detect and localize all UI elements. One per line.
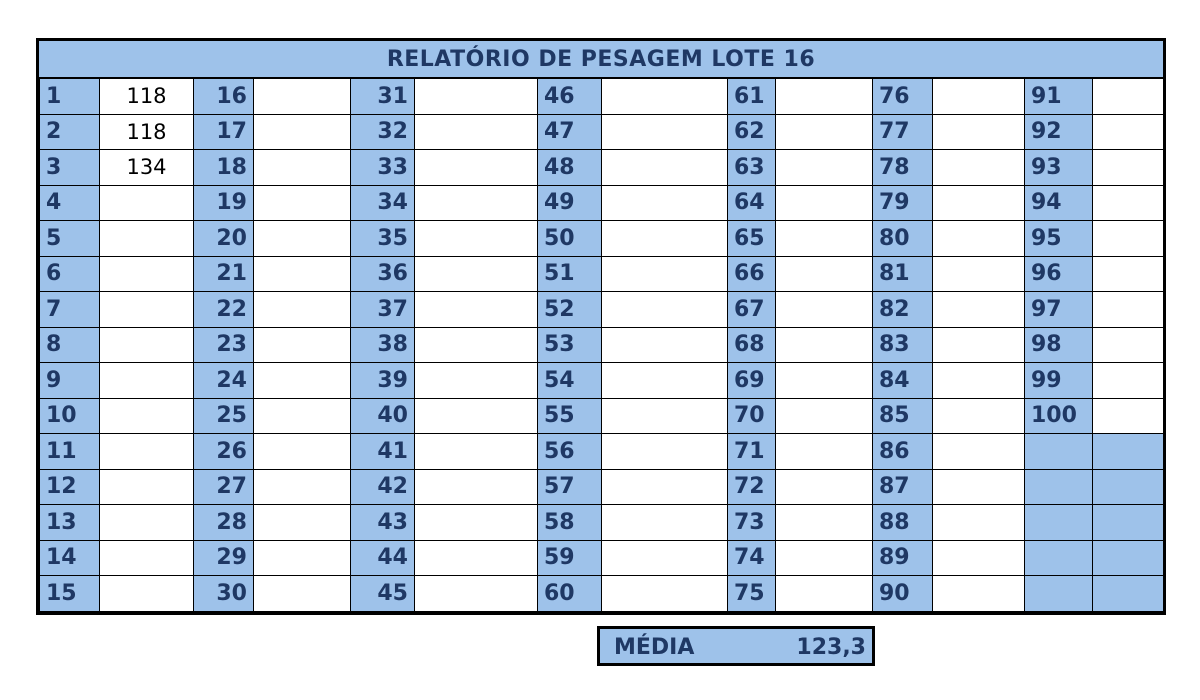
table-row [40,540,1164,576]
animal-number-cell: 92 [1025,114,1093,150]
animal-number-cell: 3 [40,150,100,186]
animal-number-cell: 73 [728,505,776,541]
animal-number-cell: 82 [873,292,933,328]
weight-value-cell [254,434,351,470]
table-row [40,505,1164,541]
animal-number-cell: 67 [728,292,776,328]
animal-number-cell: 60 [538,576,602,612]
weight-value-cell [1093,363,1164,399]
weight-value-cell [933,505,1025,541]
weight-value-cell [415,363,538,399]
animal-number-cell: 23 [194,327,254,363]
animal-number-cell: 93 [1025,150,1093,186]
weight-value-cell [1093,185,1164,221]
weight-value-cell [254,363,351,399]
weight-value-cell [602,434,728,470]
weight-value-cell [254,114,351,150]
animal-number-cell: 5 [40,221,100,257]
weight-value-cell [254,540,351,576]
animal-number-cell: 83 [873,327,933,363]
animal-number-cell: 35 [351,221,415,257]
animal-number-cell: 57 [538,469,602,505]
animal-number-cell: 15 [40,576,100,612]
animal-number-cell: 49 [538,185,602,221]
animal-number-cell: 61 [728,79,776,115]
weight-value-cell [1093,292,1164,328]
animal-number-cell: 65 [728,221,776,257]
weight-value-cell [602,221,728,257]
animal-number-cell: 4 [40,185,100,221]
animal-number-cell: 62 [728,114,776,150]
animal-number-cell: 40 [351,398,415,434]
animal-number-cell: 96 [1025,256,1093,292]
weight-value-cell [100,398,194,434]
weight-value-cell [602,150,728,186]
animal-number-cell: 14 [40,540,100,576]
animal-number-cell: 55 [538,398,602,434]
animal-number-cell: 97 [1025,292,1093,328]
animal-number-cell: 11 [40,434,100,470]
weight-value-cell [933,363,1025,399]
average-label: MÉDIA [614,635,695,660]
animal-number-cell: 52 [538,292,602,328]
weight-value-cell [415,327,538,363]
animal-number-cell: 41 [351,434,415,470]
animal-number-cell: 17 [194,114,254,150]
weight-value-cell [1093,505,1164,541]
weight-value-cell [776,79,873,115]
weight-value-cell [1093,434,1164,470]
weight-value-cell [933,185,1025,221]
weighing-report-sheet [36,38,1166,615]
weight-value-cell [602,505,728,541]
animal-number-cell: 16 [194,79,254,115]
weight-value-cell [776,469,873,505]
animal-number-cell: 2 [40,114,100,150]
animal-number-cell: 6 [40,256,100,292]
weight-value-cell [933,540,1025,576]
animal-number-cell: 26 [194,434,254,470]
weight-value-cell [933,469,1025,505]
weight-value-cell [602,363,728,399]
weight-value-cell [100,363,194,399]
weight-value-cell [602,540,728,576]
animal-number-cell: 76 [873,79,933,115]
animal-number-cell: 37 [351,292,415,328]
animal-number-cell: 86 [873,434,933,470]
weight-value-cell [254,398,351,434]
animal-number-cell: 44 [351,540,415,576]
animal-number-cell: 47 [538,114,602,150]
average-box [597,626,875,666]
animal-number-cell: 56 [538,434,602,470]
weight-value-cell [776,114,873,150]
weight-value-cell [933,434,1025,470]
weight-value-cell [415,256,538,292]
weight-value-cell: 118 [100,79,194,115]
weight-value-cell [415,576,538,612]
animal-number-cell: 89 [873,540,933,576]
animal-number-cell: 10 [40,398,100,434]
animal-number-cell: 77 [873,114,933,150]
weight-value-cell [100,185,194,221]
weight-value-cell [254,292,351,328]
table-row [40,79,1164,115]
animal-number-cell: 59 [538,540,602,576]
animal-number-cell: 46 [538,79,602,115]
table-row [40,256,1164,292]
weight-value-cell [415,185,538,221]
animal-number-cell: 95 [1025,221,1093,257]
animal-number-cell: 28 [194,505,254,541]
animal-number-cell: 20 [194,221,254,257]
animal-number-cell [1025,469,1093,505]
animal-number-cell: 7 [40,292,100,328]
animal-number-cell [1025,540,1093,576]
weight-value-cell [254,79,351,115]
table-row [40,363,1164,399]
weight-value-cell [602,292,728,328]
weight-value-cell [602,576,728,612]
animal-number-cell: 33 [351,150,415,186]
weight-value-cell [776,505,873,541]
weight-value-cell [776,576,873,612]
weight-value-cell [1093,79,1164,115]
weight-value-cell [100,576,194,612]
weight-value-cell [602,469,728,505]
weight-value-cell [1093,469,1164,505]
animal-number-cell [1025,434,1093,470]
animal-number-cell: 99 [1025,363,1093,399]
animal-number-cell: 91 [1025,79,1093,115]
weight-value-cell [415,114,538,150]
table-row [40,327,1164,363]
animal-number-cell: 27 [194,469,254,505]
report-title: RELATÓRIO DE PESAGEM LOTE 16 [39,41,1163,78]
weight-value-cell [776,150,873,186]
animal-number-cell: 64 [728,185,776,221]
weight-value-cell [933,221,1025,257]
animal-number-cell: 32 [351,114,415,150]
weight-value-cell [254,256,351,292]
animal-number-cell: 88 [873,505,933,541]
animal-number-cell: 48 [538,150,602,186]
animal-number-cell: 87 [873,469,933,505]
table-row [40,469,1164,505]
weight-value-cell [100,221,194,257]
animal-number-cell: 63 [728,150,776,186]
animal-number-cell [1025,505,1093,541]
weight-value-cell [776,256,873,292]
animal-number-cell: 51 [538,256,602,292]
animal-number-cell: 18 [194,150,254,186]
weight-value-cell [776,434,873,470]
animal-number-cell: 21 [194,256,254,292]
animal-number-cell: 90 [873,576,933,612]
animal-number-cell: 72 [728,469,776,505]
weight-value-cell [602,327,728,363]
weight-value-cell [933,292,1025,328]
table-row [40,114,1164,150]
weight-value-cell [1093,327,1164,363]
animal-number-cell: 13 [40,505,100,541]
animal-number-cell: 8 [40,327,100,363]
weight-value-cell [415,398,538,434]
animal-number-cell: 70 [728,398,776,434]
weight-value-cell [100,505,194,541]
animal-number-cell: 45 [351,576,415,612]
weight-value-cell [602,79,728,115]
animal-number-cell: 50 [538,221,602,257]
weight-value-cell [254,469,351,505]
weight-value-cell [100,434,194,470]
animal-number-cell: 19 [194,185,254,221]
average-value: 123,3 [796,635,866,660]
animal-number-cell: 29 [194,540,254,576]
weight-value-cell [415,79,538,115]
weight-value-cell [602,185,728,221]
animal-number-cell: 84 [873,363,933,399]
weight-value-cell [415,292,538,328]
animal-number-cell: 80 [873,221,933,257]
weight-value-cell [776,221,873,257]
table-row [40,398,1164,434]
weight-value-cell [415,150,538,186]
animal-number-cell: 78 [873,150,933,186]
weight-value-cell [933,79,1025,115]
animal-number-cell: 74 [728,540,776,576]
weight-value-cell [100,327,194,363]
animal-number-cell: 98 [1025,327,1093,363]
weight-value-cell [1093,576,1164,612]
weight-value-cell [776,398,873,434]
animal-number-cell: 85 [873,398,933,434]
weight-value-cell [100,256,194,292]
weight-value-cell [254,505,351,541]
table-row [40,150,1164,186]
animal-number-cell: 100 [1025,398,1093,434]
animal-number-cell: 39 [351,363,415,399]
weight-value-cell [100,292,194,328]
animal-number-cell: 34 [351,185,415,221]
animal-number-cell: 66 [728,256,776,292]
animal-number-cell: 30 [194,576,254,612]
weight-value-cell [254,150,351,186]
weight-value-cell [415,221,538,257]
weight-value-cell [254,185,351,221]
animal-number-cell: 79 [873,185,933,221]
animal-number-cell: 68 [728,327,776,363]
animal-number-cell: 38 [351,327,415,363]
weight-value-cell [776,540,873,576]
weight-value-cell [1093,398,1164,434]
table-row [40,434,1164,470]
animal-number-cell: 54 [538,363,602,399]
animal-number-cell: 69 [728,363,776,399]
animal-number-cell: 94 [1025,185,1093,221]
table-row [40,185,1164,221]
weight-value-cell [254,221,351,257]
weighing-table [39,78,1164,612]
table-row [40,576,1164,612]
animal-number-cell: 9 [40,363,100,399]
table-row [40,292,1164,328]
animal-number-cell: 12 [40,469,100,505]
weight-value-cell [1093,150,1164,186]
animal-number-cell: 58 [538,505,602,541]
animal-number-cell: 53 [538,327,602,363]
animal-number-cell: 71 [728,434,776,470]
weight-value-cell [776,327,873,363]
animal-number-cell: 24 [194,363,254,399]
weight-value-cell [933,398,1025,434]
weight-value-cell [1093,256,1164,292]
weight-value-cell [933,256,1025,292]
weight-value-cell: 134 [100,150,194,186]
weight-value-cell [776,292,873,328]
weight-value-cell [254,576,351,612]
weight-value-cell [602,398,728,434]
weight-value-cell [602,256,728,292]
animal-number-cell: 75 [728,576,776,612]
animal-number-cell [1025,576,1093,612]
weight-value-cell [1093,114,1164,150]
weight-value-cell [100,540,194,576]
weight-value-cell [933,150,1025,186]
weight-value-cell [100,469,194,505]
animal-number-cell: 81 [873,256,933,292]
weight-value-cell [602,114,728,150]
animal-number-cell: 1 [40,79,100,115]
weight-value-cell [933,114,1025,150]
weight-value-cell [933,576,1025,612]
animal-number-cell: 43 [351,505,415,541]
weight-value-cell [415,505,538,541]
weight-value-cell [1093,221,1164,257]
table-row [40,221,1164,257]
animal-number-cell: 25 [194,398,254,434]
weight-value-cell: 118 [100,114,194,150]
weight-value-cell [776,185,873,221]
weight-value-cell [254,327,351,363]
animal-number-cell: 22 [194,292,254,328]
weight-value-cell [415,540,538,576]
animal-number-cell: 31 [351,79,415,115]
weight-value-cell [933,327,1025,363]
weight-value-cell [1093,540,1164,576]
animal-number-cell: 36 [351,256,415,292]
weight-value-cell [415,434,538,470]
weight-value-cell [415,469,538,505]
animal-number-cell: 42 [351,469,415,505]
weight-value-cell [776,363,873,399]
